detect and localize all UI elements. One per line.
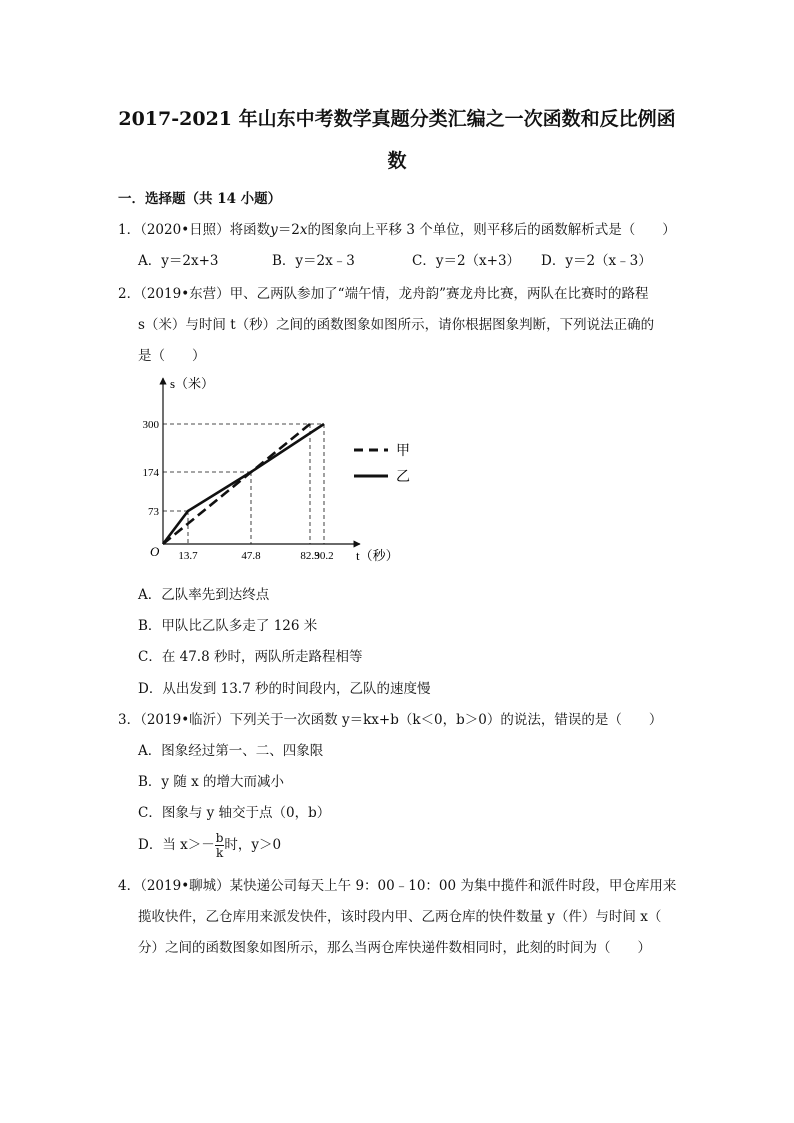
question-source: （2019•东营） [140, 286, 230, 302]
question-4-stem-line1: 4．（2019•聊城）某快递公司每天上午 9：00﹣10：00 为集中揽件和派件时段，甲仓库用来 [118, 878, 677, 894]
question-number: 1． [118, 222, 141, 238]
question-3-option-a[interactable]: A．图象经过第一、二、四象限 [138, 743, 324, 759]
series-line-jia [163, 424, 310, 544]
x-tick-label: 82.3 [300, 550, 320, 562]
question-number: 4． [118, 878, 141, 894]
question-source: （2019•临沂） [140, 712, 230, 728]
question-2-option-b[interactable]: B．甲队比乙队多走了 126 米 [138, 618, 318, 634]
chart-legend [354, 443, 410, 485]
section-heading: 一．选择题（共 14 小题） [118, 191, 282, 207]
question-2-option-d[interactable]: D．从出发到 13.7 秒的时间段内，乙队的速度慢 [138, 681, 431, 697]
question-number: 3． [118, 712, 141, 728]
question-2-stem-line1: 2．（2019•东营）甲、乙两队参加了“端午情，龙舟韵”赛龙舟比赛，两队在比赛时的路程 [118, 286, 649, 302]
question-number: 2． [118, 286, 141, 302]
x-tick-label: 47.8 [241, 550, 261, 562]
question-1-stem: 1．（2020•日照）将函数y＝2x的图象向上平移 3 个单位，则平移后的函数解析式是（ ） [118, 222, 676, 238]
question-2-stem-line2: s（米）与时间 t（秒）之间的函数图象如图所示，请你根据图象判断，下列说法正确的 [138, 317, 655, 333]
question-source: （2019•聊城） [140, 878, 230, 894]
question-1-option-d[interactable]: D．y＝2（x﹣3） [541, 253, 652, 269]
y-tick-label: 174 [142, 467, 159, 479]
question-2-option-c[interactable]: C．在 47.8 秒时，两队所走路程相等 [138, 649, 363, 665]
x-tick-label: 13.7 [178, 550, 198, 562]
legend-label-jia: 甲 [396, 444, 410, 459]
x-axis-label: t（秒） [356, 548, 399, 563]
question-3-option-d[interactable]: D．当 x＞－ $\frac{b}{k}$ 时，y＞0 [138, 831, 282, 860]
legend-label-yi: 乙 [396, 470, 410, 485]
y-tick-label: 300 [142, 419, 159, 431]
series-line-yi [163, 424, 324, 544]
document-title-line2: 数 [387, 150, 407, 172]
question-3-stem: 3．（2019•临沂）下列关于一次函数 y＝kx+b（k＜0，b＞0）的说法，错误的是（ ） [118, 712, 663, 728]
question-4-stem-line3: 分）之间的函数图象如图所示，那么当两仓库快递件数相同时，此刻的时间为（ ） [138, 940, 651, 956]
question-source: （2020•日照） [140, 222, 230, 238]
chart-guide-lines [163, 424, 324, 544]
y-axis-label: s（米） [170, 376, 215, 391]
question-1-option-b[interactable]: B．y＝2x﹣3 [272, 253, 355, 269]
question-1-option-c[interactable]: C．y＝2（x+3） [412, 253, 521, 269]
distance-time-chart [130, 370, 430, 570]
question-2-stem-line3: 是（ ） [138, 348, 206, 364]
x-tick-label: 90.2 [314, 550, 334, 562]
question-3-option-c[interactable]: C．图象与 y 轴交于点（0，b） [138, 805, 331, 821]
document-title-line1: 2017-2021 年山东中考数学真题分类汇编之一次函数和反比例函 [118, 108, 676, 130]
y-tick-label: 73 [148, 506, 159, 518]
question-3-option-b[interactable]: B．y 随 x 的增大而减小 [138, 774, 285, 790]
question-1-option-a[interactable]: A．y＝2x+3 [138, 253, 219, 269]
question-4-stem-line2: 揽收快件，乙仓库用来派发快件，该时段内甲、乙两仓库的快件数量 y（件）与时间 x（ [138, 909, 662, 925]
origin-label: O [150, 544, 160, 559]
fraction-b-over-k: $\frac{b}{k}$ [215, 831, 224, 860]
question-2-option-a[interactable]: A．乙队率先到达终点 [138, 587, 270, 603]
